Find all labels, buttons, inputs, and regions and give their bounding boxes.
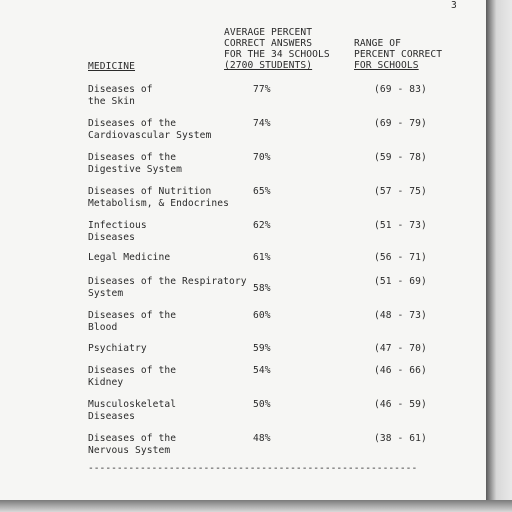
row-category-line2: System xyxy=(88,288,124,299)
range-header-line3: FOR SCHOOLS xyxy=(354,60,419,71)
row-range: (51 - 73) xyxy=(374,220,427,231)
row-category-line1: Diseases of the xyxy=(88,118,177,129)
row-range: (46 - 66) xyxy=(374,365,427,376)
row-average-percent: 58% xyxy=(253,283,271,294)
page-shadow-bottom xyxy=(0,500,512,512)
medicine-header: MEDICINE xyxy=(88,61,136,72)
row-average-percent: 48% xyxy=(253,433,271,444)
row-category-line1: Psychiatry xyxy=(88,343,147,354)
row-average-percent: 77% xyxy=(253,84,271,95)
row-average-percent: 50% xyxy=(253,399,271,410)
row-category-line1: Diseases of the xyxy=(88,433,177,444)
avg-header-line3: FOR THE 34 SCHOOLS xyxy=(224,49,330,60)
row-category-line1: Diseases of xyxy=(88,84,153,95)
row-category-line1: Diseases of the xyxy=(88,152,177,163)
row-category-line2: Metabolism, & Endocrines xyxy=(88,198,230,209)
row-average-percent: 59% xyxy=(253,343,271,354)
row-range: (48 - 73) xyxy=(374,310,427,321)
row-average-percent: 54% xyxy=(253,365,271,376)
row-category-line2: Nervous System xyxy=(88,445,171,456)
range-header-line2: PERCENT CORRECT xyxy=(354,49,443,60)
row-range: (47 - 70) xyxy=(374,343,427,354)
page-shadow-right xyxy=(486,0,512,512)
avg-header-line1: AVERAGE PERCENT xyxy=(224,27,313,38)
row-average-percent: 60% xyxy=(253,310,271,321)
page-number: 3 xyxy=(451,0,457,11)
row-average-percent: 61% xyxy=(253,252,271,263)
row-category-line1: Diseases of the Respiratory xyxy=(88,276,247,287)
row-range: (38 - 61) xyxy=(374,433,427,444)
row-average-percent: 74% xyxy=(253,118,271,129)
row-category-line2: the Skin xyxy=(88,96,136,107)
row-category-line1: Legal Medicine xyxy=(88,252,171,263)
row-range: (51 - 69) xyxy=(374,276,427,287)
row-average-percent: 62% xyxy=(253,220,271,231)
row-category-line2: Blood xyxy=(88,322,118,333)
bottom-rule: --------------------------------------------------------- xyxy=(88,463,418,474)
row-range: (59 - 78) xyxy=(374,152,427,163)
row-range: (56 - 71) xyxy=(374,252,427,263)
row-category-line1: Diseases of the xyxy=(88,365,177,376)
avg-header-line4: (2700 STUDENTS) xyxy=(224,60,313,71)
row-range: (69 - 79) xyxy=(374,118,427,129)
row-category-line2: Digestive System xyxy=(88,164,183,175)
row-range: (57 - 75) xyxy=(374,186,427,197)
row-average-percent: 70% xyxy=(253,152,271,163)
range-header-line1: RANGE OF xyxy=(354,38,402,49)
row-category-line2: Cardiovascular System xyxy=(88,130,212,141)
row-category-line1: Diseases of Nutrition xyxy=(88,186,212,197)
row-category-line1: Musculoskeletal xyxy=(88,399,177,410)
row-range: (69 - 83) xyxy=(374,84,427,95)
avg-header-line2: CORRECT ANSWERS xyxy=(224,38,313,49)
row-category-line1: Diseases of the xyxy=(88,310,177,321)
row-category-line2: Diseases xyxy=(88,232,136,243)
row-category-line2: Kidney xyxy=(88,377,124,388)
row-average-percent: 65% xyxy=(253,186,271,197)
row-category-line1: Infectious xyxy=(88,220,147,231)
row-category-line2: Diseases xyxy=(88,411,136,422)
row-range: (46 - 59) xyxy=(374,399,427,410)
